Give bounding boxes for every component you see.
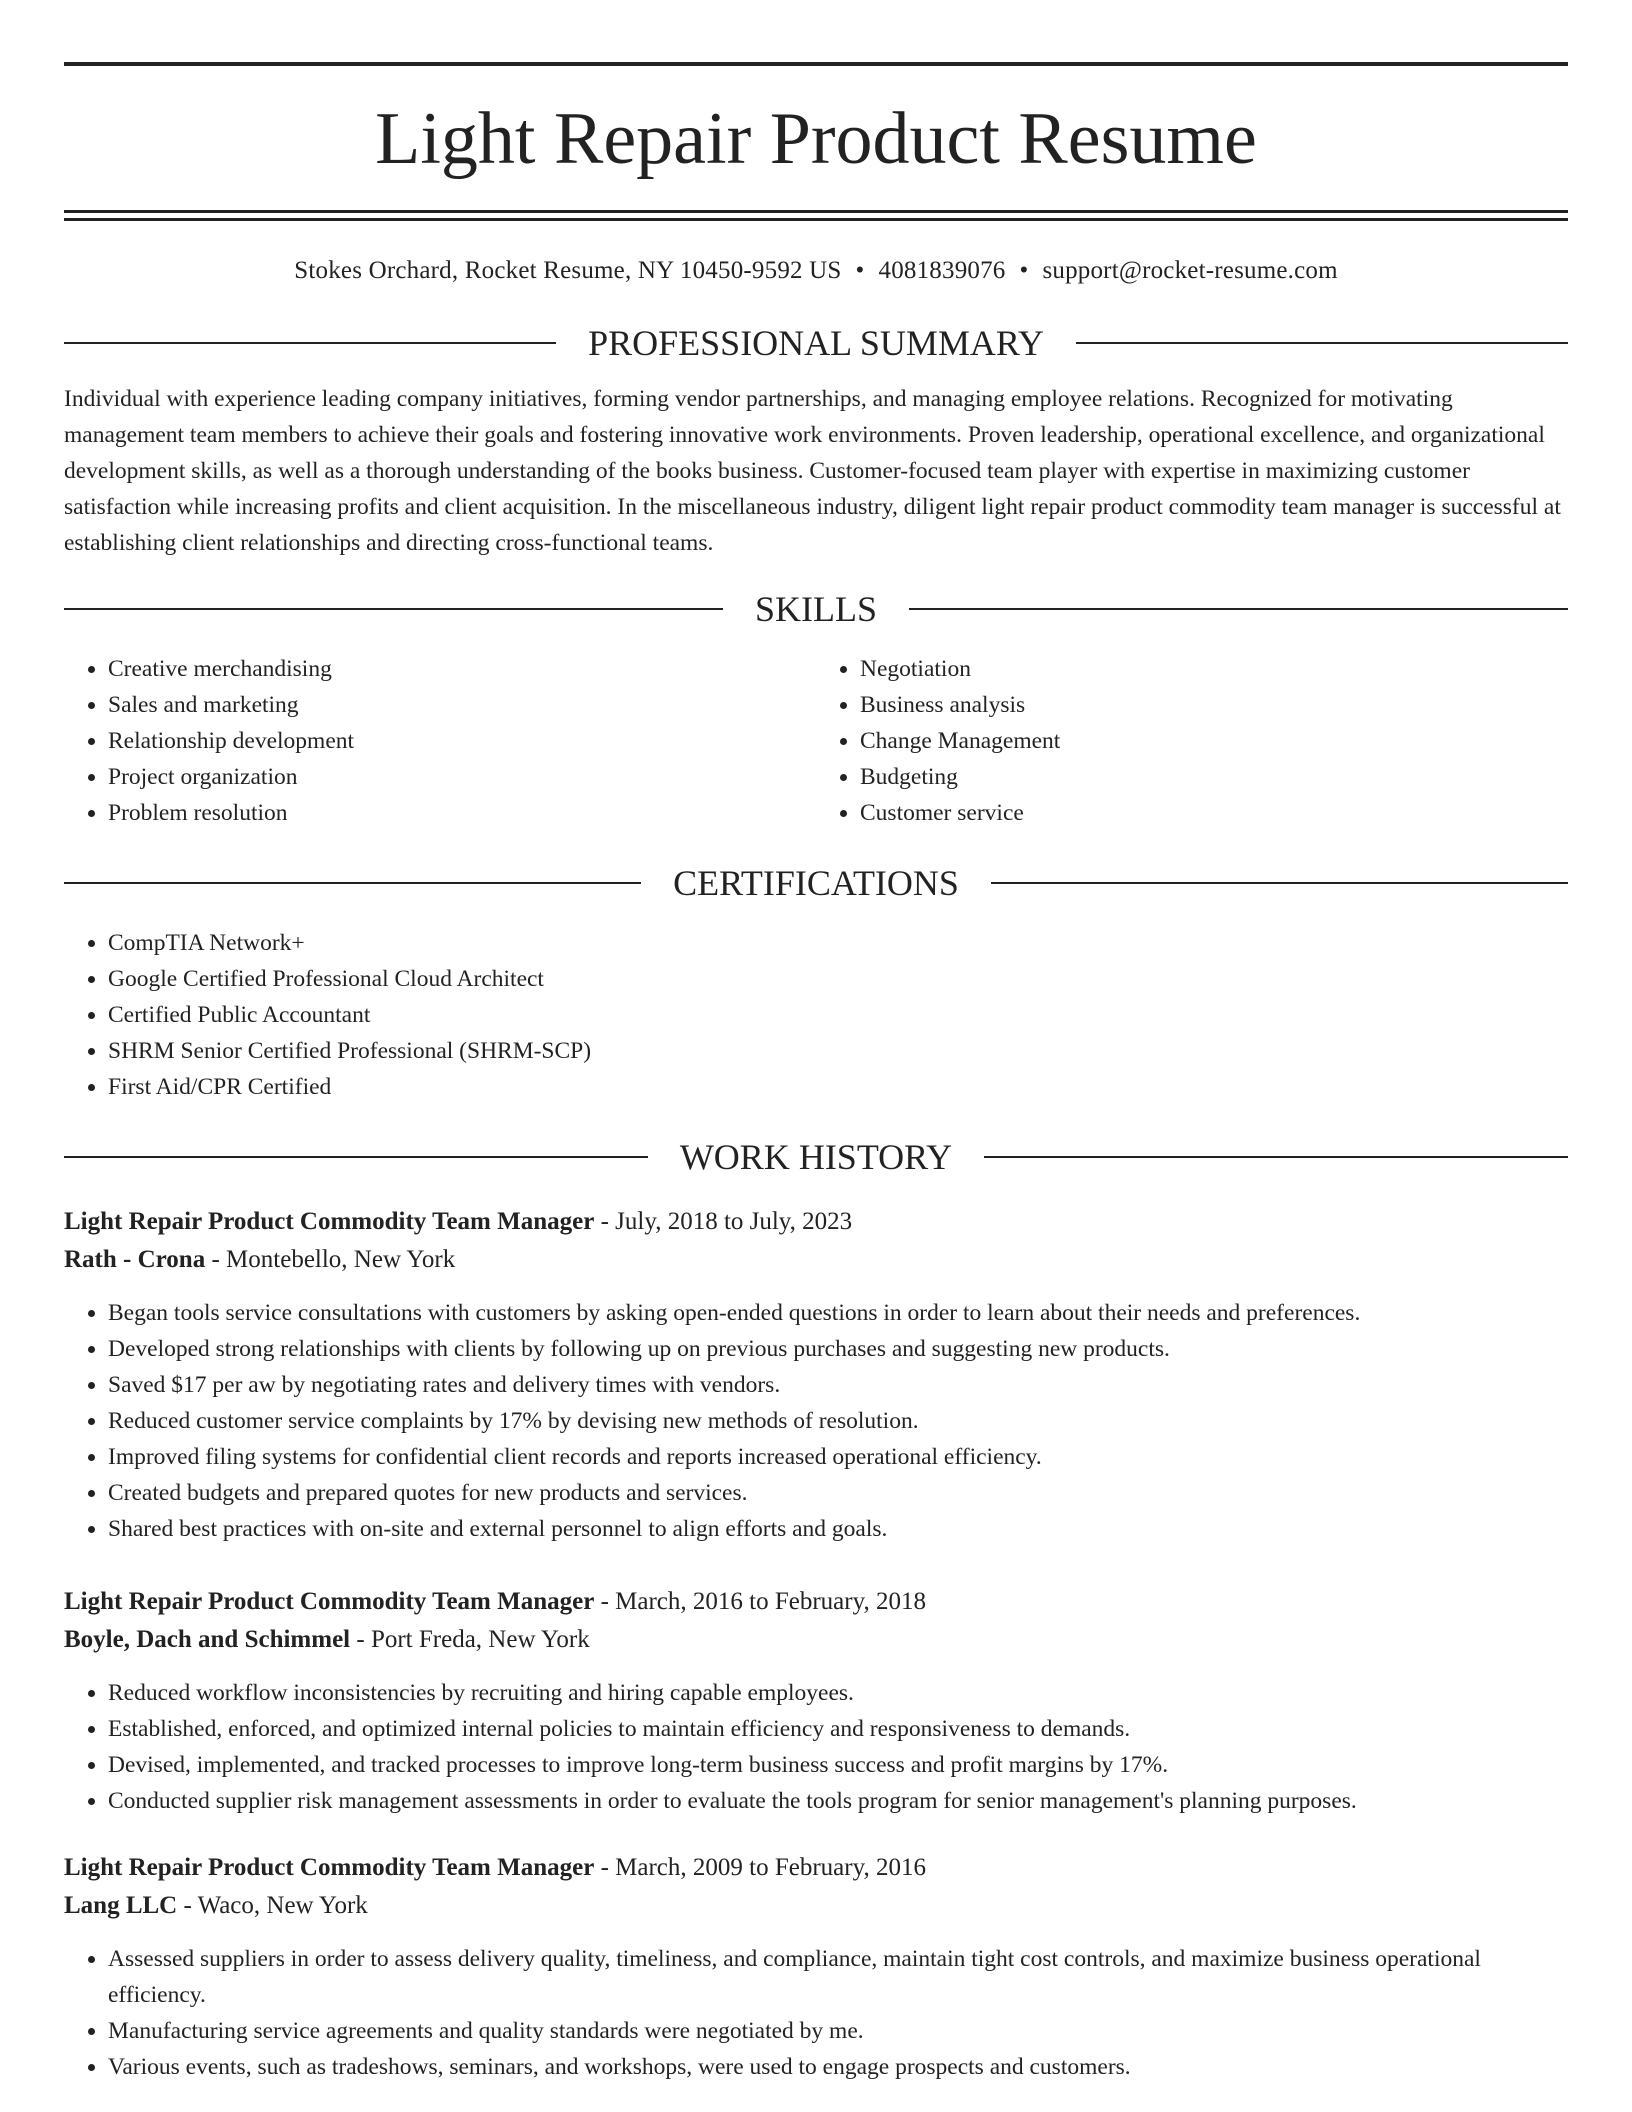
section-title: PROFESSIONAL SUMMARY — [588, 323, 1044, 363]
job-location: - Montebello, New York — [205, 1246, 456, 1273]
heading-rule-right — [1076, 342, 1568, 344]
skills-list-left — [64, 651, 816, 831]
heading-rule-left — [64, 342, 556, 344]
skill-item: • Change Management — [860, 723, 1568, 759]
certification-item: • Google Certified Professional Cloud Architect — [108, 961, 1568, 997]
heading-rule-right — [984, 1156, 1568, 1158]
job-bullets — [64, 1941, 1568, 2085]
job-entry — [64, 1849, 1568, 2085]
job-bullet: • Began tools service consultations with customers by asking open-ended questions in order to learn about their needs and preferences. — [108, 1295, 1568, 1331]
job-bullet: • Shared best practices with on-site and external personnel to align efforts and goals. — [108, 1511, 1568, 1547]
heading-rule-left — [64, 1156, 648, 1158]
job-bullet: • Conducted supplier risk management assessments in order to evaluate the tools program for senior management's planning purposes. — [108, 1783, 1568, 1819]
contact-separator: • — [1019, 257, 1029, 284]
section-heading-work-history — [64, 1135, 1568, 1179]
job-employer: Boyle, Dach and Schimmel — [64, 1626, 351, 1653]
skill-item: • Relationship development — [108, 723, 816, 759]
job-bullet: • Reduced workflow inconsistencies by recruiting and hiring capable employees. — [108, 1675, 1568, 1711]
skill-item: • Sales and marketing — [108, 687, 816, 723]
job-dates: - July, 2018 to July, 2023 — [594, 1208, 853, 1235]
job-bullets — [64, 1295, 1568, 1547]
section-heading-skills — [64, 587, 1568, 631]
job-bullet: • Devised, implemented, and tracked processes to improve long-term business success and profit margins by 17%. — [108, 1747, 1568, 1783]
job-dates: - March, 2016 to February, 2018 — [594, 1588, 926, 1615]
contact-email: support@rocket-resume.com — [1042, 257, 1338, 284]
section-title: SKILLS — [755, 589, 878, 629]
certifications-list — [64, 925, 1568, 1105]
skill-item: • Budgeting — [860, 759, 1568, 795]
job-bullet: • Various events, such as tradeshows, seminars, and workshops, were used to engage prospects and customers. — [108, 2049, 1568, 2085]
certification-item: • SHRM Senior Certified Professional (SHRM-SCP) — [108, 1033, 1568, 1069]
heading-rule-left — [64, 608, 723, 610]
resume-title: Light Repair Product Resume — [375, 98, 1257, 180]
job-employer-line — [64, 1241, 1568, 1279]
contact-separator: • — [855, 257, 865, 284]
job-title: Light Repair Product Commodity Team Manager — [64, 1588, 595, 1615]
job-location: - Port Freda, New York — [350, 1626, 590, 1653]
contact-phone: 4081839076 — [878, 257, 1006, 284]
job-bullets — [64, 1675, 1568, 1819]
section-title: CERTIFICATIONS — [673, 863, 959, 903]
skills-columns — [64, 651, 1568, 831]
job-entry — [64, 1203, 1568, 1547]
job-title: Light Repair Product Commodity Team Manager — [64, 1854, 595, 1881]
heading-rule-right — [909, 608, 1568, 610]
contact-line — [64, 255, 1568, 287]
job-bullet: • Improved filing systems for confidential client records and reports increased operational efficiency. — [108, 1439, 1568, 1475]
certification-item: • Certified Public Accountant — [108, 997, 1568, 1033]
section-heading-certifications — [64, 861, 1568, 905]
heading-rule-right — [991, 882, 1568, 884]
skill-item: • Customer service — [860, 795, 1568, 831]
contact-address: Stokes Orchard, Rocket Resume, NY 10450-9592 US — [294, 257, 842, 284]
job-dates: - March, 2009 to February, 2016 — [594, 1854, 926, 1881]
job-bullet: • Developed strong relationships with clients by following up on previous purchases and suggesting new products. — [108, 1331, 1568, 1367]
skills-list-right — [816, 651, 1568, 831]
job-employer: Lang LLC — [64, 1892, 178, 1919]
resume-page — [64, 0, 1568, 2085]
job-bullet: • Manufacturing service agreements and quality standards were negotiated by me. — [108, 2013, 1568, 2049]
job-title-line — [64, 1583, 1568, 1621]
skill-item: • Creative merchandising — [108, 651, 816, 687]
job-employer-line — [64, 1621, 1568, 1659]
certification-item: • First Aid/CPR Certified — [108, 1069, 1568, 1105]
job-bullet: • Established, enforced, and optimized internal policies to maintain efficiency and responsiveness to demands. — [108, 1711, 1568, 1747]
skill-item: • Problem resolution — [108, 795, 816, 831]
job-bullet: • Assessed suppliers in order to assess delivery quality, timeliness, and compliance, maintain tight cost controls, and maximize business operational efficiency. — [108, 1941, 1568, 2013]
skill-item: • Project organization — [108, 759, 816, 795]
job-title-line — [64, 1849, 1568, 1887]
job-bullet: • Created budgets and prepared quotes for new products and services. — [108, 1475, 1568, 1511]
skill-item: • Business analysis — [860, 687, 1568, 723]
section-heading-summary — [64, 321, 1568, 365]
job-title-line — [64, 1203, 1568, 1241]
skill-item: • Negotiation — [860, 651, 1568, 687]
title-double-rule — [64, 210, 1568, 221]
job-location: - Waco, New York — [177, 1892, 368, 1919]
job-title: Light Repair Product Commodity Team Manager — [64, 1208, 595, 1235]
job-employer-line — [64, 1887, 1568, 1925]
section-title: WORK HISTORY — [679, 1137, 953, 1177]
job-bullet: • Reduced customer service complaints by 17% by devising new methods of resolution. — [108, 1403, 1568, 1439]
heading-rule-left — [64, 882, 641, 884]
summary-paragraph: Individual with experience leading company initiatives, forming vendor partnerships, and managing employee relations. Recognized for motivating management team members to achieve their goals and fostering innovative work environments. Proven leadership, operational excellence, and organizational development skills, as well as a thorough understanding of the books business. Customer-focused team player with expertise in maximizing customer satisfaction while increasing profits and client acquisition. In the miscellaneous industry, diligent light repair product commodity team manager is successful at establishing client relationships and directing cross-functional teams. — [64, 386, 1561, 556]
certification-item: • CompTIA Network+ — [108, 925, 1568, 961]
job-entry — [64, 1583, 1568, 1819]
job-employer: Rath - Crona — [64, 1246, 206, 1273]
job-bullet: • Saved $17 per aw by negotiating rates and delivery times with vendors. — [108, 1367, 1568, 1403]
top-rule — [64, 62, 1568, 66]
